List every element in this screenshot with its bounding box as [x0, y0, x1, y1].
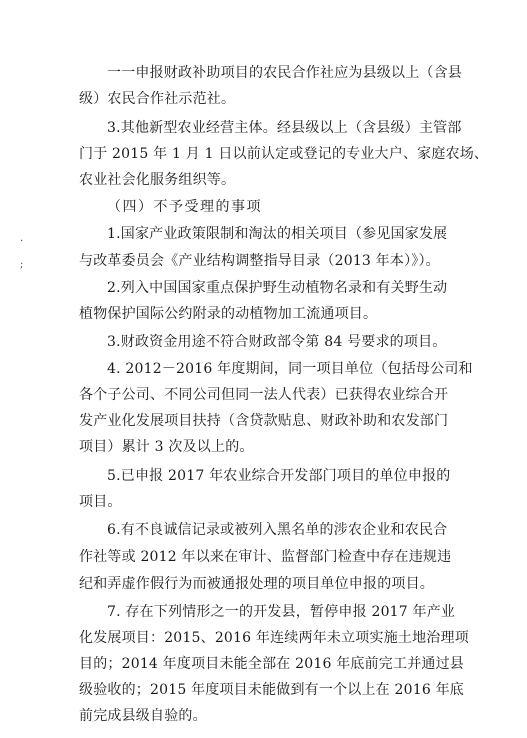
text-line: 与改革委员会《产业结构调整指导目录（2013 年本）》）。	[79, 253, 440, 270]
text-line: 化发展项目：2015、2016 年连续两年未立项实施土地治理项	[79, 630, 469, 647]
text-line: 目的；2014 年度项目未能全部在 2016 年底前完工并通过县	[79, 656, 465, 673]
text-line: 项目）累计 3 次及以上的。	[79, 439, 254, 456]
text-line: 植物保护国际公约附录的动植物加工流通项目。	[79, 305, 378, 322]
text-line: 前完成县级自验的。	[79, 708, 207, 724]
text-line: 一一申报财政补助项目的农民合作社应为县级以上（含县	[107, 65, 462, 81]
text-line: 发产业化发展项目扶持（含贷款贴息、财政补助和农发部门	[79, 413, 449, 430]
margin-mark-semicolon: ;	[20, 259, 24, 270]
margin-mark-dot: ·	[20, 236, 24, 247]
text-line: 农业社会化服务组织等。	[79, 171, 236, 188]
text-line: 门于 2015 年 1 月 1 日以前认定或登记的专业大户、家庭农场、	[79, 145, 489, 162]
text-line: 6.有不良诚信记录或被列入黑名单的涉农企业和农民合	[107, 521, 448, 538]
text-line: 3.财政资金用途不符合财政部令第 84 号要求的项目。	[107, 333, 447, 350]
text-line: 项目。	[79, 494, 122, 510]
text-line: 纪和弄虚作假行为而被通报处理的项目单位申报的项目。	[79, 575, 434, 592]
text-line: 5.已申报 2017 年农业综合开发部门项目的单位申报的	[107, 468, 451, 484]
text-line: 级验收的；2015 年度项目未能做到有一个以上在 2016 年底	[79, 682, 465, 698]
section-heading: （四）不予受理的事项	[107, 199, 262, 216]
text-line: 2.列入中国国家重点保护野生动植物名录和有关野生动	[107, 279, 448, 296]
text-line: 各个子公司、不同公司但同一法人代表）已获得农业综合开	[79, 387, 449, 404]
text-line: 4. 2012－2016 年度期间，同一项目单位（包括母公司和	[107, 361, 473, 378]
text-line: 3.其他新型农业经营主体。经县级以上（含县级）主管部	[107, 119, 462, 136]
text-line: 7. 存在下列情形之一的开发县，暂停申报 2017 年产业	[107, 604, 456, 621]
text-line: 作社等或 2012 年以来在审计、监督部门检查中存在违规违	[79, 548, 452, 565]
text-line: 1.国家产业政策限制和淘汰的相关项目（参见国家发展	[107, 226, 448, 243]
text-line: 级）农民合作社示范社。	[79, 91, 236, 107]
